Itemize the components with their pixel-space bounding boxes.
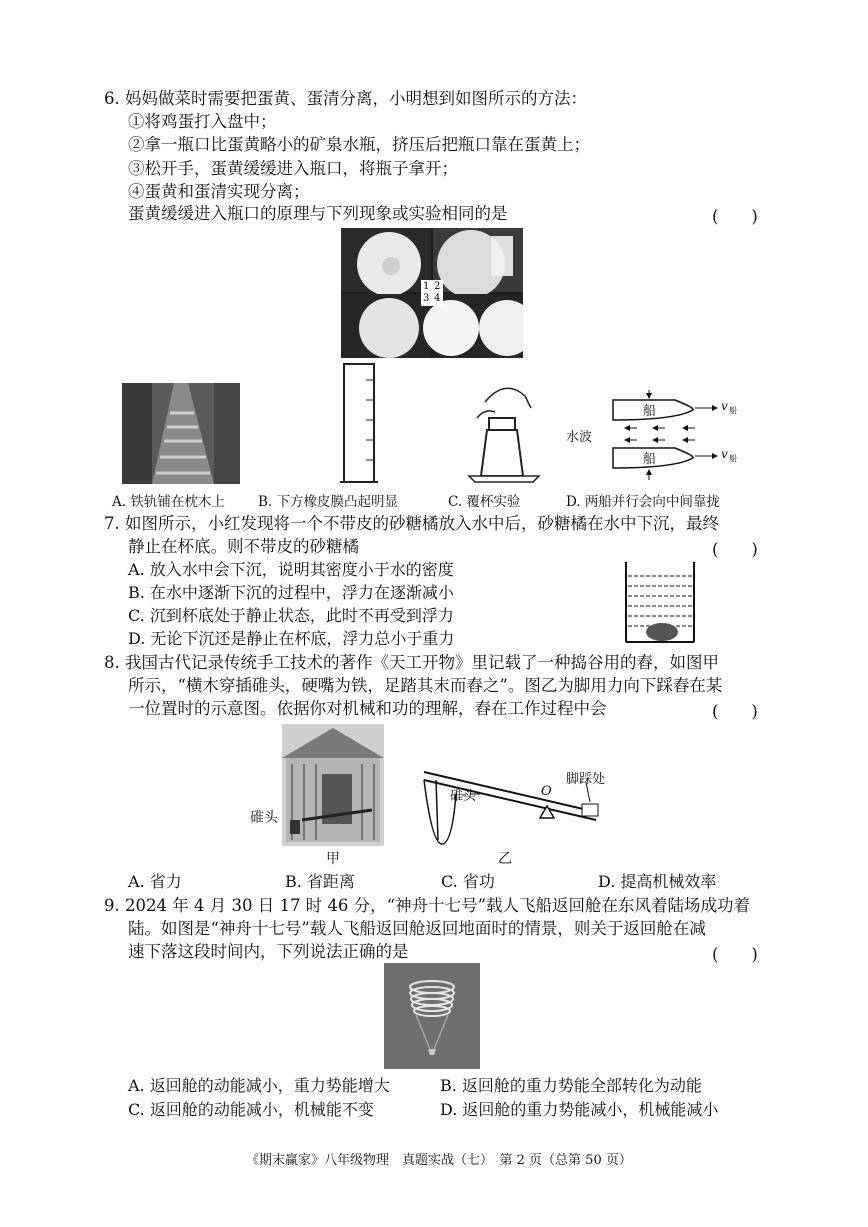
- egg-separation-photo: [341, 228, 523, 358]
- q6-stem: 6. 妈妈做菜时需要把蛋黄、蛋清分离，小明想到如图所示的方法：: [104, 89, 587, 108]
- q7-option-d: D. 无论下沉还是静止在杯底，浮力总小于重力: [128, 629, 455, 648]
- panel-label-1: 1: [423, 281, 430, 292]
- q6-step-2: ②拿一瓶口比蛋黄略小的矿泉水瓶，挤压后把瓶口靠在蛋黄上；: [128, 135, 590, 154]
- q7-stem-2: 静止在杯底。则不带皮的砂糖橘: [128, 537, 359, 556]
- panel-label-3: 3: [423, 293, 430, 304]
- pestle-illustration: [282, 724, 384, 846]
- overturned-cup-experiment: [465, 378, 545, 484]
- velocity-sub-bottom: 船: [729, 454, 737, 463]
- q6-answer-paren: ( ): [712, 207, 758, 226]
- foot-step-label: 脚踩处: [566, 772, 606, 787]
- q9-stem-3: 速下落这段时间内，下列说法正确的是: [128, 942, 409, 961]
- return-capsule-photo: [384, 963, 480, 1069]
- q9-option-a: A. 返回舱的动能减小，重力势能增大: [128, 1076, 390, 1095]
- water-wave-label: 水波: [566, 430, 593, 445]
- capsule-parachute-image: [384, 963, 480, 1069]
- figure-jia-caption: 甲: [326, 851, 340, 867]
- pestle-woodcut: [282, 724, 384, 846]
- panel-label-2: 2: [434, 281, 441, 292]
- pivot-o-label: O: [541, 784, 552, 799]
- figure-yi-caption: 乙: [498, 851, 512, 867]
- q8-stem-2: 所示，“横木穿插碓头，硬嘴为铁，足踏其末而舂之”。图乙为脚用力向下踩舂在某: [128, 676, 723, 695]
- q7-stem: 7. 如图所示，小红发现将一个不带皮的砂糖橘放入水中后，砂糖橘在水中下沉，最终: [104, 514, 719, 533]
- q8-stem-3: 一位置时的示意图。依据你对机械和功的理解，舂在工作过程中会: [128, 699, 607, 718]
- boat-label-bottom: 船: [643, 452, 657, 467]
- q9-stem: 9. 2024 年 4 月 30 日 17 时 46 分，“神舟十七号”载人飞船返回舱在东风着陆场成功着: [104, 896, 751, 915]
- q9-option-c: C. 返回舱的动能减小，机械能不变: [128, 1100, 374, 1119]
- q7-answer-paren: ( ): [712, 540, 758, 559]
- q6-question: 蛋黄缓缓进入瓶口的原理与下列现象或实验相同的是: [128, 204, 508, 223]
- railway-photo: [122, 383, 240, 484]
- pestle-head-label-left: 碓头: [250, 810, 278, 826]
- q6-option-a: A. 铁轨铺在枕木上: [112, 494, 225, 510]
- q6-option-c: C. 覆杯实验: [448, 494, 521, 510]
- railway-sleepers-image: [122, 383, 240, 484]
- q6-option-d: D. 两船并行会向中间靠拢: [566, 494, 720, 510]
- q7-option-c: C. 沉到杯底处于静止状态，此时不再受到浮力: [128, 606, 454, 625]
- rubber-membrane-cylinder: [336, 360, 386, 490]
- q8-answer-paren: ( ): [712, 702, 758, 721]
- pestle-head-label-right: 碓头: [450, 789, 477, 804]
- q8-option-d: D. 提高机械效率: [598, 872, 717, 891]
- q9-option-b: B. 返回舱的重力势能全部转化为动能: [440, 1076, 702, 1095]
- velocity-sub-top: 船: [729, 406, 737, 415]
- panel-label-4: 4: [434, 293, 441, 304]
- page-footer: 《期末赢家》八年级物理 真题实战（七） 第 2 页（总第 50 页）: [246, 1153, 632, 1168]
- q7-option-a: A. 放入水中会下沉，说明其密度小于水的密度: [128, 560, 454, 579]
- q7-option-b: B. 在水中逐渐下沉的过程中，浮力在逐渐减小: [128, 583, 454, 602]
- q8-stem: 8. 我国古代记录传统手工技术的著作《天工开物》里记载了一种捣谷用的舂，如图甲: [104, 653, 719, 672]
- egg-photo-panels: [341, 228, 523, 358]
- q6-option-b: B. 下方橡皮膜凸起明显: [258, 494, 399, 510]
- velocity-label-bottom: v: [721, 447, 728, 461]
- q8-option-b: B. 省距离: [285, 872, 355, 891]
- q6-step-4: ④蛋黄和蛋清实现分离；: [128, 182, 310, 201]
- q8-option-a: A. 省力: [128, 872, 182, 891]
- q8-option-c: C. 省功: [441, 872, 495, 891]
- q9-option-d: D. 返回舱的重力势能减小，机械能减小: [440, 1100, 719, 1119]
- beaker-with-orange: [622, 560, 698, 646]
- boat-label-top: 船: [643, 404, 657, 419]
- q9-stem-2: 陆。如图是“神舟十七号”载人飞船返回舱返回地面时的情景，则关于返回舱在减: [128, 919, 706, 938]
- q6-step-1: ①将鸡蛋打入盘中；: [128, 112, 277, 131]
- two-boats-diagram: [565, 388, 745, 484]
- velocity-label-top: v: [721, 399, 728, 413]
- q6-step-3: ③松开手，蛋黄缓缓进入瓶口，将瓶子拿开；: [128, 159, 458, 178]
- q9-answer-paren: ( ): [712, 945, 758, 964]
